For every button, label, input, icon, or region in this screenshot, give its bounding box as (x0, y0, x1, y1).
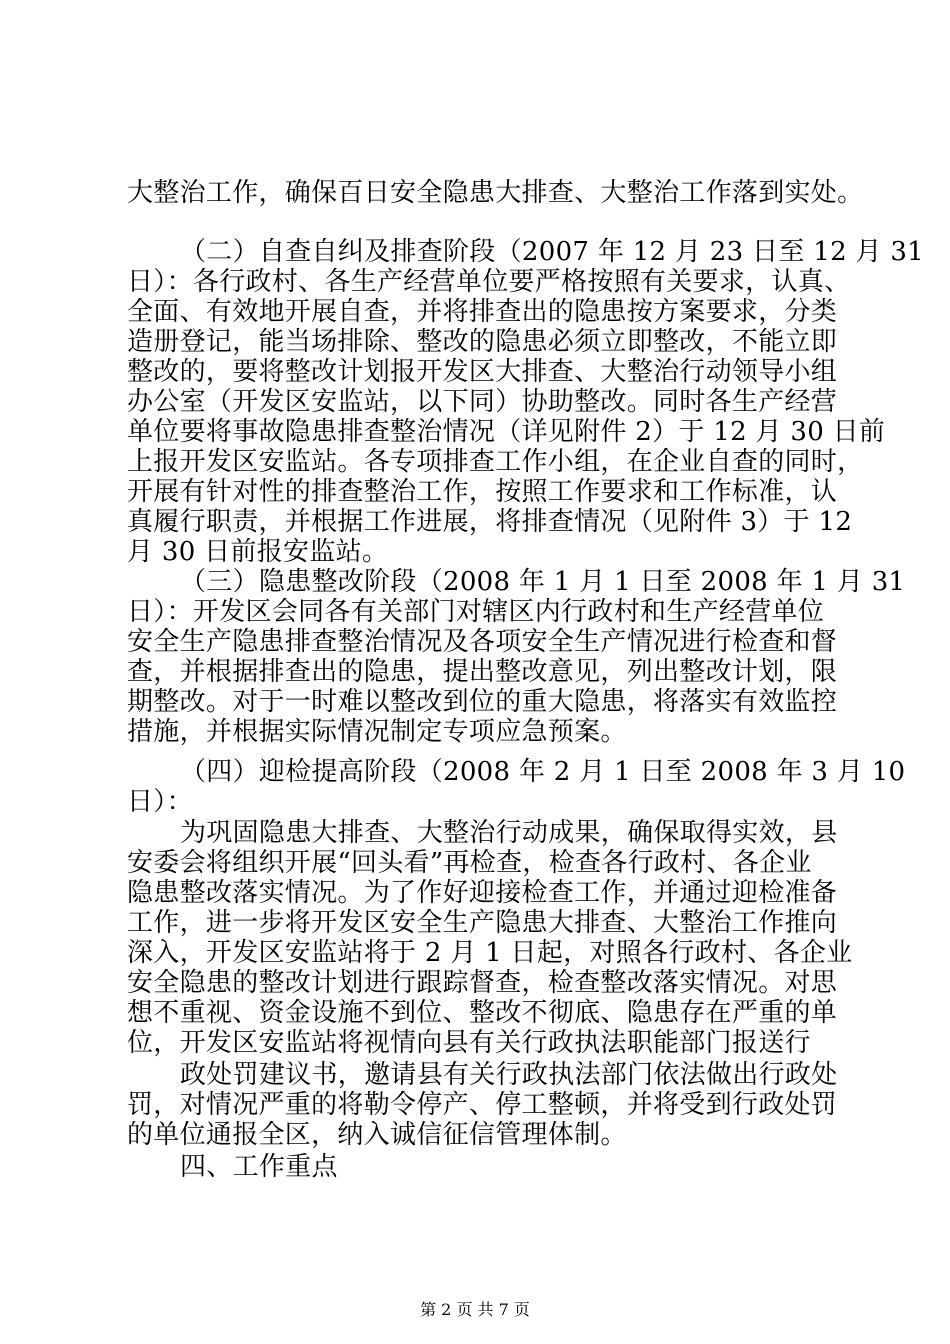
text-line: （三）隐患整改阶段（2008 年 1 月 1 日至 2008 年 1 月 31 (180, 567, 906, 597)
text-line: 办公室（开发区安监站，以下同）协助整改。同时各生产经营 (127, 387, 838, 417)
text-line: 全面、有效地开展自查，并将排查出的隐患按方案要求，分类 (127, 297, 838, 327)
text-line: 大整治工作，确保百日安全隐患大排查、大整治工作落到实处。 (127, 178, 864, 208)
text-line: 整改的，要将整改计划报开发区大排查、大整治行动领导小组 (127, 357, 838, 387)
text-line: 措施，并根据实际情况制定专项应急预案。 (127, 717, 627, 747)
text-line: 想不重视、资金设施不到位、整改不彻底、隐患存在严重的单 (127, 998, 838, 1028)
text-line: 的单位通报全区，纳入诚信征信管理体制。 (127, 1120, 627, 1150)
page-number-footer: 第 2 页 共 7 页 (420, 1300, 530, 1319)
text-line: 安委会将组织开展“回头看”再检查，检查各行政村、各企业 (127, 848, 812, 878)
text-line: 工作，进一步将开发区安全生产隐患大排查、大整治工作推向 (127, 908, 838, 938)
text-line: 日）：各行政村、各生产经营单位要严格按照有关要求，认真、 (127, 267, 851, 297)
text-line: 深入，开发区安监站将于 2 月 1 日起，对照各行政村、各企业 (127, 938, 853, 968)
text-line: 安全生产隐患排查整治情况及各项安全生产情况进行检查和督 (127, 627, 838, 657)
text-line: 位，开发区安监站将视情向县有关行政执法职能部门报送行 (127, 1028, 811, 1058)
section-heading: 四、工作重点 (180, 1152, 338, 1182)
text-line: 日）：开发区会同各有关部门对辖区内行政村和生产经营单位 (127, 597, 825, 627)
text-line: 查，并根据排查出的隐患，提出整改意见，列出整改计划，限 (127, 657, 838, 687)
text-line: 隐患整改落实情况。为了作好迎接检查工作，并通过迎检准备 (127, 878, 838, 908)
text-line: 开展有针对性的排查整治工作，按照工作要求和工作标准，认 (127, 477, 838, 507)
text-line: （二）自查自纠及排查阶段（2007 年 12 月 23 日至 12 月 31 (180, 237, 925, 267)
text-line: 罚，对情况严重的将勒令停产、停工整顿，并将受到行政处罚 (127, 1090, 838, 1120)
text-line: 真履行职责，并根据工作进展，将排查情况（见附件 3）于 12 (127, 507, 853, 537)
text-line: 日）： (127, 787, 193, 817)
text-line: 期整改。对于一时难以整改到位的重大隐患，将落实有效监控 (127, 687, 838, 717)
text-line: 上报开发区安监站。各专项排查工作小组，在企业自查的同时， (127, 447, 864, 477)
text-line: 单位要将事故隐患排查整治情况（详见附件 2）于 12 月 30 日前 (127, 417, 886, 447)
text-line: 造册登记，能当场排除、整改的隐患必须立即整改，不能立即 (127, 327, 838, 357)
text-line: （四）迎检提高阶段（2008 年 2 月 1 日至 2008 年 3 月 10 (180, 757, 906, 787)
text-line: 政处罚建议书，邀请县有关行政执法部门依法做出行政处 (180, 1060, 838, 1090)
text-line: 月 30 日前报安监站。 (127, 537, 389, 567)
text-line: 为巩固隐患大排查、大整治行动成果，确保取得实效，县 (180, 818, 838, 848)
text-line: 安全隐患的整改计划进行跟踪督查，检查整改落实情况。对思 (127, 968, 838, 998)
